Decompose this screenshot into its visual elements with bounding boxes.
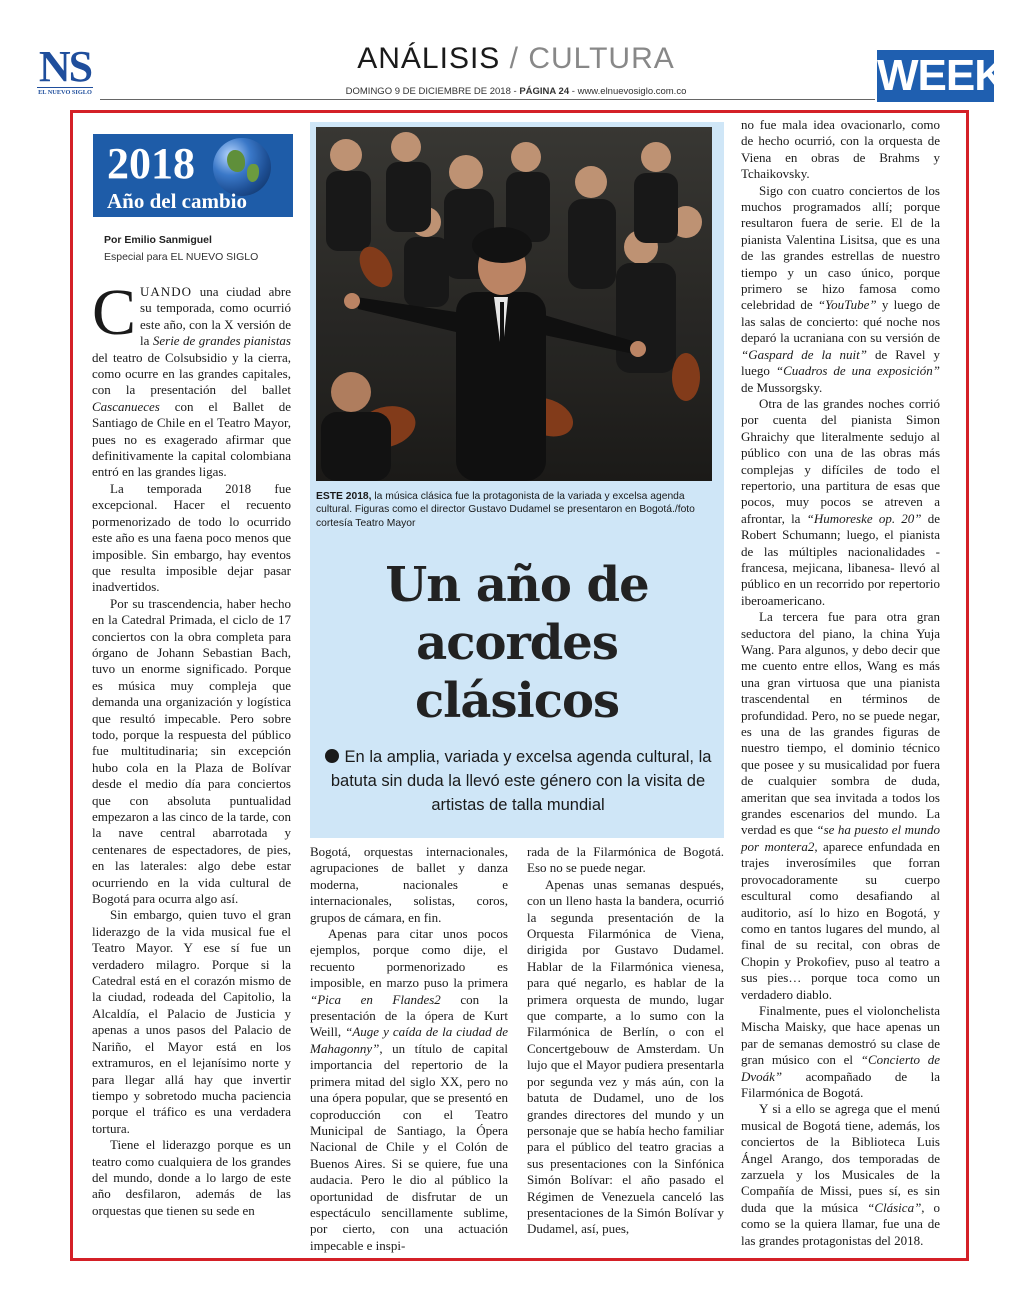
paragraph: Sin embargo, quien tuvo el gran liderazgo de la vida musical fue el Teatro Mayor. Y ese sí fue un verdadero milagro. Porque si la Catedral está en el corazón mismo de la ciudad, rodeada del Capitolio, la Alcaldía, el Palacio de Justicia y apenas a unos pasos del Palacio de Nariño, el Mayor está en los extramuros, en el lejanísimo norte y para llegar allá hay que invertir tiempo y sobretodo mucha paciencia porque el tráfico es una verdadera tortura. (92, 907, 291, 1136)
paragraph: Apenas unas semanas después, con un lleno hasta la bandera, ocurrió la segunda presentación de la Orquesta Filarmónica de Viena, dirigida por Gustavo Dudamel. Hablar de la Filarmónica vienesa, para qué negarlo, es hablar de la primera orquesta de mundo, lugar que comparte, a lo sumo con la Filarmónica de Berlín, o con el Concertgebouw de Amsterdam. Un lujo que el Mayor pudiera presentarla por segunda vez y más aún, con la batuta de Dudamel, uno de los grandes directores del mundo y un personaje que se había hecho familiar para el público del teatro gracias a sus presentaciones con la Sinfónica Simón Bolívar: el año pasado el Régimen de Venezuela canceló las presentaciones de la Simón Bolívar y Dudamel, así, pues, (527, 876, 724, 1237)
paragraph: Finalmente, pues el violonchelista Mischa Maisky, que hace apenas un par de semanas demostró su clase de gran músico con el “Concierto de Dvoák” acompañado de la Filarmónica de Bogotá. (741, 1002, 940, 1100)
header-rule (100, 99, 875, 100)
paragraph: La tercera fue para otra gran seductora del piano, la china Yuja Wang. Para algunos, y debo decir que me cuento entre ellos, Wang es más una gran virtuosa que una pianista trascendental en términos de profundidad. Pero, no se puede negar, es una de las grandes figuras de nuestro tiempo, el dominio técnico que posee y su musicalidad por fuera de cualquier sombra de duda, ameritan que sea invitada a todos los grandes escenarios del mundo. La verdad es que “se ha puesto el mundo por montera2, aparece enfundada en trajes inverosímiles que forran provocadoramente su cuerpo escultural como desafiando al auditorio, así lo hizo en Bogotá, y como en tantos lugares del mundo, al final de su recital, con obras de Chopin y Prokofiev, puso al teatro a sus pies… porque toca como un verdadero diablo. (741, 609, 941, 1002)
section-title (300, 42, 732, 76)
section-main: ANÁLISIS (357, 42, 501, 75)
byline-role: Especial para EL NUEVO SIGLO (104, 251, 259, 263)
week-logo[interactable]: WEEK (877, 51, 1005, 100)
paragraph: no fue mala idea ovacionarlo, como de hecho ocurrió, con la orquesta de Viena en obras de Brahms y Tchaikovsky. (741, 117, 940, 182)
article-column-2 (310, 844, 508, 1254)
paragraph: La temporada 2018 fue excepcional. Hacer el recuento pormenorizado de todo lo ocurrido este año es una faena poco menos que imposible. Sin embargo, hay eventos que resulta imposible dejar pasar inadvertidos. (92, 480, 291, 595)
globe-icon (213, 138, 271, 196)
byline-author: Por Emilio Sanmiguel (104, 234, 212, 246)
lead-word: UANDO (140, 284, 192, 299)
article-column-3 (527, 844, 724, 1238)
paragraph: Otra de las grandes noches corrió por cuenta del pianista Simon Ghraichy que literalmente sedujo al público con una de las obras más complejas y difíciles de todo el repertorio, una partitura de esas que pocos, muy pocos se atreven a afrontar, la “Humoreske op. 20” de Robert Schumann; luego, el pianista de las múltiples nacionalidades -francesa, mejicana, libanesa- llevó al público en un recorrido por repertorio iberoamericano. (741, 395, 940, 608)
paragraph: Y si a ello se agrega que el menú musical de Bogotá tiene, además, los conciertos de la Biblioteca Luis Ángel Arango, dos temporadas de zarzuela y los Musicales de la Compañía de Missi, pues sí, es sin duda que la música “Clásica”, o como se la quiera llamar, fue una de las grandes protagonistas del 2018. (741, 1101, 941, 1248)
article-deck (318, 745, 718, 817)
article-column-1 (92, 276, 291, 1219)
bullet-icon (325, 749, 339, 763)
year-badge (93, 134, 293, 217)
paragraph: Bogotá, orquestas internacionales, agrupaciones de ballet y danza moderna, nacionales e internacionales, solistas, coros, grupos de cámara, en fin. (310, 844, 508, 925)
badge-year: 2018 (107, 139, 195, 188)
dateline-url[interactable]: - www.elnuevosiglo.com.co (569, 86, 687, 97)
paragraph: Sigo con cuatro conciertos de los muchos programados allí; porque resultaron fuera de serie. El de la pianista Valentina Lisitsa, que es una de las grandes estrellas de nuestro tiempo y un caso único, porque primero se hizo famosa como celebridad de “YouTube” y luego de las salas de concierto: qué noche nos deparó la ucraniana con su versión de “Gaspard de la nuit” de Ravel y luego “Cuadros de una exposición” de Mussorgsky. (741, 182, 941, 395)
paragraph: Apenas para citar unos pocos ejemplos, porque como dije, el recuento pormenorizado es imposible, en marzo puso la primera “Pica en Flandes2 con la presentación de la ópera de Kurt Weill, “Auge y caída de la ciudad de Mahagonny”, un título de capital importancia del repertorio de la primera mitad del siglo XX, pero no una ópera popular, que se presentó en coproducción con el Teatro Municipal de Santiago, la Ópera Nacional de Chile y el Colón de Buenos Aires. Si se quiere, fue una audacia. Pero le dio al público la oportunidad de disfrutar de un espectáculo sencillamente sublime, por cierto, con una actuación impecable e inspi- (310, 926, 508, 1253)
drop-cap: C (92, 276, 137, 349)
dateline-date: DOMINGO 9 DE DICIEMBRE DE 2018 - (345, 86, 520, 97)
paragraph: rada de la Filarmónica de Bogotá. Eso no se puede negar. (527, 844, 724, 876)
newspaper-logo[interactable] (37, 42, 93, 103)
paragraph: Por su trascendencia, haber hecho en la Catedral Primada, el ciclo de 17 conciertos con la obra completa para órgano de Johann Sebastian Bach, tuvo un enorme significado. Porque es música muy compleja que demanda una organización y logística que resultó impecable. Pero sobre todo, porque la respuesta del público fue multitudinaria; sin excepción hubo cola en la Plaza de Bolívar desde el medio día para conciertos que con absoluta puntualidad empezaron a las cinco de la tarde, con la nave central abarrotada y centenares de espectadores, de pies, en las laterales: algo debe estar ocurriendo en la vida cultural de Bogotá para ocurra algo así. (92, 595, 291, 907)
caption-lead: ESTE 2018, (316, 491, 372, 502)
deck-text: En la amplia, variada y excelsa agenda cultural, la batuta sin duda la llevó este género con la visita de artistas de talla mundial (330, 748, 712, 814)
section-separator: / (500, 42, 529, 75)
badge-caption: Año del cambio (107, 189, 248, 213)
section-sub: CULTURA (528, 42, 675, 75)
logo-name: EL NUEVO SIGLO (38, 89, 92, 96)
photo-caption (316, 490, 712, 530)
caption-text: la música clásica fue la protagonista de la variada y excelsa agenda cultural. Figuras como el director Gustavo Dudamel se presentaron en Bogotá./foto cortesía Teatro Mayor (316, 491, 695, 529)
paragraph: CUANDO una ciudad abre su temporada, como ocurrió este año, con la X versión de la Serie de grandes pianistas del teatro de Colsubsidio y la cierra, como ocurre en las grandes capitales, con la presentación del ballet Cascanueces con el Ballet de Santiago de Chile en el Teatro Mayor, pues no es exagerado afirmar que definitivamente la capital colombiana entró en las grandes ligas. (92, 276, 291, 480)
dateline-page: PÁGINA 24 (519, 86, 570, 97)
orchestra-photo-illustration (316, 127, 712, 481)
dateline (300, 86, 732, 97)
paragraph: Tiene el liderazgo porque es un teatro como cualquiera de los grandes del mundo, donde a lo largo de este año desfilaron, además de las orquestas que tienen su sede en (92, 1137, 291, 1218)
article-photo[interactable] (316, 127, 712, 481)
article-headline: Un año de acordes clásicos (385, 557, 649, 729)
article-column-4 (741, 117, 940, 1249)
logo-initials: NS (38, 42, 92, 91)
